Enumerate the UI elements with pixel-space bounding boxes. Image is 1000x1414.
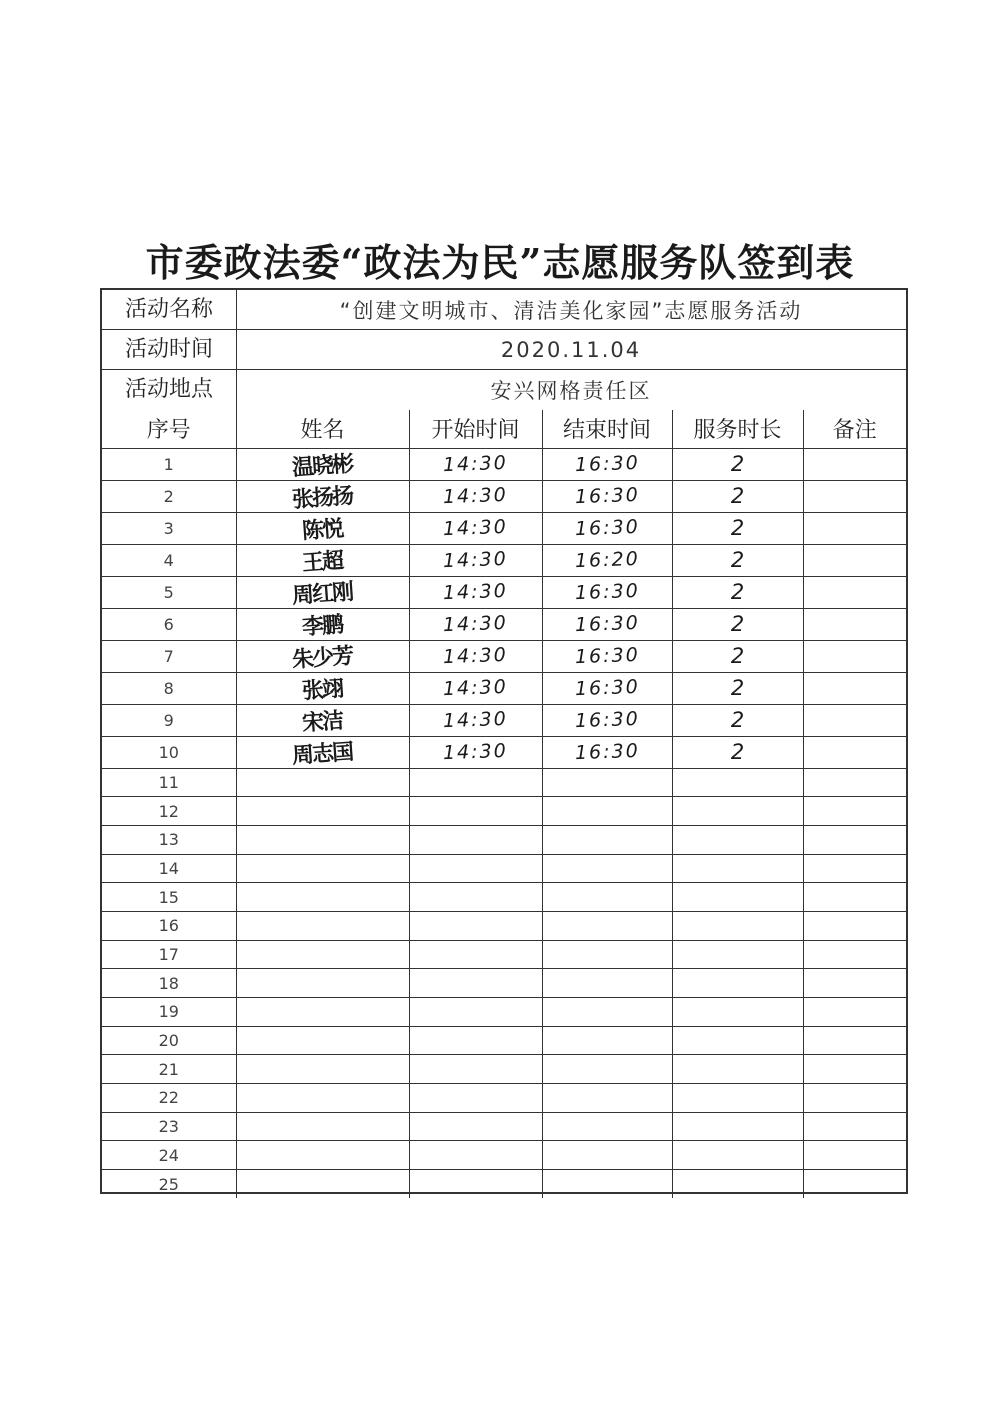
cell-end-time — [542, 998, 672, 1027]
cell-duration — [672, 969, 803, 998]
attendance-table — [102, 410, 906, 1198]
cell-start-time — [409, 998, 542, 1027]
cell-name-text: 周志国 — [291, 739, 354, 769]
info-value: 2020.11.04 — [500, 337, 642, 362]
cell-duration-text: 2 — [730, 740, 745, 764]
cell-start-time — [409, 1026, 542, 1055]
cell-name-text: 朱少芳 — [291, 643, 354, 673]
cell-note — [803, 1026, 906, 1055]
cell-duration — [672, 576, 803, 608]
cell-start-time — [409, 1112, 542, 1141]
cell-seq — [102, 883, 236, 912]
cell-start-time — [409, 640, 542, 672]
cell-note — [803, 512, 906, 544]
cell-seq-text: 12 — [158, 801, 179, 821]
cell-name — [236, 544, 409, 576]
cell-seq-text: 9 — [163, 710, 174, 730]
table-row — [102, 1141, 906, 1170]
cell-note — [803, 1170, 906, 1199]
cell-end-time — [542, 608, 672, 640]
cell-note — [803, 797, 906, 826]
cell-seq — [102, 911, 236, 940]
cell-duration — [672, 480, 803, 512]
cell-name — [236, 1112, 409, 1141]
cell-start-time — [409, 1084, 542, 1113]
cell-duration — [672, 998, 803, 1027]
info-row-activity-name — [102, 290, 906, 330]
cell-end-time — [542, 576, 672, 608]
cell-end-time — [542, 480, 672, 512]
cell-note — [803, 544, 906, 576]
cell-note — [803, 1055, 906, 1084]
cell-seq-text: 24 — [158, 1145, 179, 1165]
cell-name-text: 温晓彬 — [291, 451, 354, 481]
cell-start-time-text: 14:30 — [442, 547, 509, 573]
cell-end-time-text: 16:30 — [574, 451, 640, 477]
cell-start-time — [409, 1055, 542, 1084]
sign-in-sheet — [100, 288, 908, 1194]
cell-seq — [102, 1055, 236, 1084]
table-row — [102, 480, 906, 512]
cell-seq — [102, 1026, 236, 1055]
cell-seq — [102, 1170, 236, 1199]
cell-seq-text: 7 — [163, 646, 174, 666]
cell-name — [236, 576, 409, 608]
cell-name — [236, 969, 409, 998]
cell-duration — [672, 1141, 803, 1170]
cell-duration — [672, 1026, 803, 1055]
cell-seq — [102, 480, 236, 512]
header-name: 姓名 — [236, 410, 409, 448]
cell-name — [236, 640, 409, 672]
cell-name — [236, 1026, 409, 1055]
cell-duration — [672, 940, 803, 969]
cell-start-time-text: 14:30 — [442, 707, 509, 733]
cell-start-time — [409, 825, 542, 854]
cell-seq-text: 18 — [158, 973, 179, 993]
cell-name — [236, 1084, 409, 1113]
table-row — [102, 448, 906, 480]
cell-end-time — [542, 969, 672, 998]
cell-end-time — [542, 640, 672, 672]
cell-start-time — [409, 940, 542, 969]
cell-duration — [672, 825, 803, 854]
cell-duration — [672, 448, 803, 480]
cell-start-time — [409, 608, 542, 640]
cell-start-time — [409, 480, 542, 512]
cell-duration-text: 2 — [730, 484, 745, 508]
cell-end-time-text: 16:20 — [574, 547, 640, 573]
cell-duration-text: 2 — [730, 452, 745, 476]
cell-end-time — [542, 672, 672, 704]
cell-start-time — [409, 911, 542, 940]
cell-end-time — [542, 704, 672, 736]
cell-start-time-text: 14:30 — [442, 579, 509, 605]
cell-note — [803, 672, 906, 704]
cell-end-time — [542, 1055, 672, 1084]
cell-name — [236, 883, 409, 912]
cell-duration — [672, 883, 803, 912]
cell-name — [236, 672, 409, 704]
cell-duration-text: 2 — [730, 580, 745, 604]
cell-seq — [102, 512, 236, 544]
cell-duration-text: 2 — [730, 548, 745, 572]
cell-end-time — [542, 1026, 672, 1055]
cell-name — [236, 911, 409, 940]
cell-end-time-text: 16:30 — [574, 707, 640, 733]
cell-seq-text: 14 — [158, 858, 179, 878]
cell-note — [803, 854, 906, 883]
cell-duration — [672, 854, 803, 883]
cell-seq-text: 13 — [158, 830, 179, 850]
info-label: 活动时间 — [102, 330, 237, 369]
cell-end-time-text: 16:30 — [574, 643, 640, 669]
info-label: 活动地点 — [102, 370, 237, 410]
table-row — [102, 512, 906, 544]
table-header-row — [102, 410, 906, 448]
cell-duration — [672, 512, 803, 544]
cell-note — [803, 911, 906, 940]
cell-seq — [102, 1084, 236, 1113]
table-row — [102, 911, 906, 940]
cell-seq — [102, 576, 236, 608]
cell-start-time — [409, 1170, 542, 1199]
cell-seq — [102, 448, 236, 480]
cell-seq — [102, 969, 236, 998]
cell-note — [803, 883, 906, 912]
cell-start-time — [409, 672, 542, 704]
cell-name-text: 李鹏 — [301, 612, 344, 640]
cell-seq-text: 1 — [163, 454, 174, 474]
info-value: “创建文明城市、清洁美化家园”志愿服务活动 — [339, 298, 803, 323]
cell-note — [803, 825, 906, 854]
cell-start-time — [409, 704, 542, 736]
cell-start-time-text: 14:30 — [442, 515, 509, 541]
table-row — [102, 797, 906, 826]
cell-start-time-text: 14:30 — [442, 611, 509, 637]
cell-end-time-text: 16:30 — [574, 483, 640, 509]
cell-name — [236, 854, 409, 883]
cell-name — [236, 448, 409, 480]
table-row — [102, 1055, 906, 1084]
table-row — [102, 1170, 906, 1199]
cell-seq — [102, 768, 236, 797]
cell-duration — [672, 1170, 803, 1199]
cell-start-time — [409, 448, 542, 480]
table-row — [102, 998, 906, 1027]
cell-duration — [672, 672, 803, 704]
cell-name — [236, 998, 409, 1027]
cell-start-time — [409, 768, 542, 797]
info-label: 活动名称 — [102, 290, 237, 329]
cell-end-time-text: 16:30 — [574, 675, 640, 701]
table-row — [102, 825, 906, 854]
cell-name — [236, 704, 409, 736]
cell-end-time — [542, 940, 672, 969]
cell-note — [803, 1141, 906, 1170]
cell-name — [236, 797, 409, 826]
cell-seq — [102, 940, 236, 969]
cell-end-time — [542, 1112, 672, 1141]
cell-start-time-text: 14:30 — [442, 451, 509, 477]
cell-note — [803, 704, 906, 736]
cell-note — [803, 940, 906, 969]
cell-seq-text: 25 — [158, 1174, 179, 1194]
header-seq: 序号 — [102, 410, 236, 448]
cell-start-time — [409, 797, 542, 826]
cell-end-time — [542, 854, 672, 883]
table-row — [102, 640, 906, 672]
cell-name-text: 王超 — [301, 548, 344, 576]
cell-name — [236, 825, 409, 854]
cell-note — [803, 640, 906, 672]
cell-duration — [672, 1112, 803, 1141]
cell-note — [803, 768, 906, 797]
cell-seq-text: 3 — [163, 518, 174, 538]
cell-seq-text: 19 — [158, 1002, 179, 1022]
cell-name — [236, 940, 409, 969]
cell-name-text: 陈悦 — [301, 516, 344, 544]
table-row — [102, 544, 906, 576]
cell-end-time — [542, 797, 672, 826]
table-row — [102, 736, 906, 768]
cell-duration — [672, 911, 803, 940]
cell-duration — [672, 544, 803, 576]
cell-seq-text: 10 — [158, 742, 179, 762]
cell-seq-text: 22 — [158, 1088, 179, 1108]
cell-note — [803, 448, 906, 480]
cell-name-text: 张扬扬 — [291, 483, 354, 513]
table-row — [102, 940, 906, 969]
header-end-time: 结束时间 — [542, 410, 672, 448]
cell-seq-text: 11 — [158, 772, 179, 792]
cell-seq-text: 23 — [158, 1117, 179, 1137]
cell-start-time — [409, 854, 542, 883]
cell-note — [803, 969, 906, 998]
cell-seq-text: 8 — [163, 678, 174, 698]
cell-end-time-text: 16:30 — [574, 739, 640, 765]
cell-start-time — [409, 544, 542, 576]
table-row — [102, 1112, 906, 1141]
cell-name — [236, 480, 409, 512]
cell-start-time-text: 14:30 — [442, 675, 509, 701]
cell-start-time-text: 14:30 — [442, 739, 509, 765]
cell-seq — [102, 544, 236, 576]
cell-seq — [102, 1141, 236, 1170]
cell-end-time-text: 16:30 — [574, 611, 640, 637]
table-row — [102, 1084, 906, 1113]
cell-duration — [672, 608, 803, 640]
table-row — [102, 969, 906, 998]
table-row — [102, 1026, 906, 1055]
cell-start-time — [409, 576, 542, 608]
cell-start-time — [409, 512, 542, 544]
cell-name — [236, 768, 409, 797]
cell-seq — [102, 736, 236, 768]
info-row-activity-place — [102, 370, 906, 410]
cell-seq — [102, 672, 236, 704]
cell-seq-text: 15 — [158, 887, 179, 907]
cell-end-time — [542, 1170, 672, 1199]
cell-end-time-text: 16:30 — [574, 515, 640, 541]
cell-start-time — [409, 969, 542, 998]
cell-duration — [672, 640, 803, 672]
cell-duration — [672, 797, 803, 826]
cell-seq — [102, 825, 236, 854]
header-note: 备注 — [803, 410, 906, 448]
cell-seq-text: 21 — [158, 1059, 179, 1079]
header-duration: 服务时长 — [672, 410, 803, 448]
table-row — [102, 672, 906, 704]
cell-duration-text: 2 — [730, 644, 745, 668]
cell-duration — [672, 1084, 803, 1113]
cell-end-time — [542, 736, 672, 768]
table-row — [102, 883, 906, 912]
cell-seq — [102, 854, 236, 883]
cell-note — [803, 480, 906, 512]
cell-start-time — [409, 736, 542, 768]
table-row — [102, 576, 906, 608]
cell-note — [803, 998, 906, 1027]
cell-duration — [672, 736, 803, 768]
cell-start-time-text: 14:30 — [442, 643, 509, 669]
cell-seq — [102, 797, 236, 826]
cell-end-time — [542, 1084, 672, 1113]
cell-note — [803, 608, 906, 640]
table-row — [102, 608, 906, 640]
cell-name-text: 周红刚 — [291, 579, 354, 609]
cell-end-time — [542, 911, 672, 940]
cell-name — [236, 608, 409, 640]
cell-seq — [102, 1112, 236, 1141]
cell-seq-text: 20 — [158, 1031, 179, 1051]
cell-duration-text: 2 — [730, 612, 745, 636]
table-row — [102, 704, 906, 736]
cell-duration-text: 2 — [730, 708, 745, 732]
cell-name — [236, 736, 409, 768]
info-row-activity-time — [102, 330, 906, 370]
cell-name — [236, 512, 409, 544]
cell-seq-text: 2 — [163, 486, 174, 506]
cell-seq-text: 4 — [163, 550, 174, 570]
cell-seq-text: 6 — [163, 614, 174, 634]
cell-end-time-text: 16:30 — [574, 579, 640, 605]
cell-end-time — [542, 544, 672, 576]
cell-seq-text: 17 — [158, 944, 179, 964]
cell-start-time — [409, 883, 542, 912]
cell-note — [803, 736, 906, 768]
cell-note — [803, 1084, 906, 1113]
cell-note — [803, 1112, 906, 1141]
cell-start-time-text: 14:30 — [442, 483, 509, 509]
cell-duration — [672, 704, 803, 736]
cell-end-time — [542, 512, 672, 544]
cell-duration-text: 2 — [730, 516, 745, 540]
cell-name — [236, 1170, 409, 1199]
cell-duration-text: 2 — [730, 676, 745, 700]
cell-start-time — [409, 1141, 542, 1170]
cell-name-text: 宋洁 — [301, 708, 344, 736]
cell-seq — [102, 608, 236, 640]
cell-end-time — [542, 768, 672, 797]
cell-duration — [672, 1055, 803, 1084]
cell-end-time — [542, 1141, 672, 1170]
cell-duration — [672, 768, 803, 797]
cell-end-time — [542, 825, 672, 854]
table-row — [102, 854, 906, 883]
info-value: 安兴网格责任区 — [490, 379, 652, 403]
cell-name — [236, 1055, 409, 1084]
page-title: 市委政法委“政法为民”志愿服务队签到表 — [145, 240, 855, 285]
header-start-time: 开始时间 — [409, 410, 542, 448]
cell-end-time — [542, 883, 672, 912]
cell-end-time — [542, 448, 672, 480]
cell-seq — [102, 998, 236, 1027]
cell-seq — [102, 640, 236, 672]
cell-seq-text: 16 — [158, 916, 179, 936]
cell-name — [236, 1141, 409, 1170]
cell-note — [803, 576, 906, 608]
cell-name-text: 张翊 — [301, 676, 344, 704]
cell-seq-text: 5 — [163, 582, 174, 602]
cell-seq — [102, 704, 236, 736]
table-row — [102, 768, 906, 797]
